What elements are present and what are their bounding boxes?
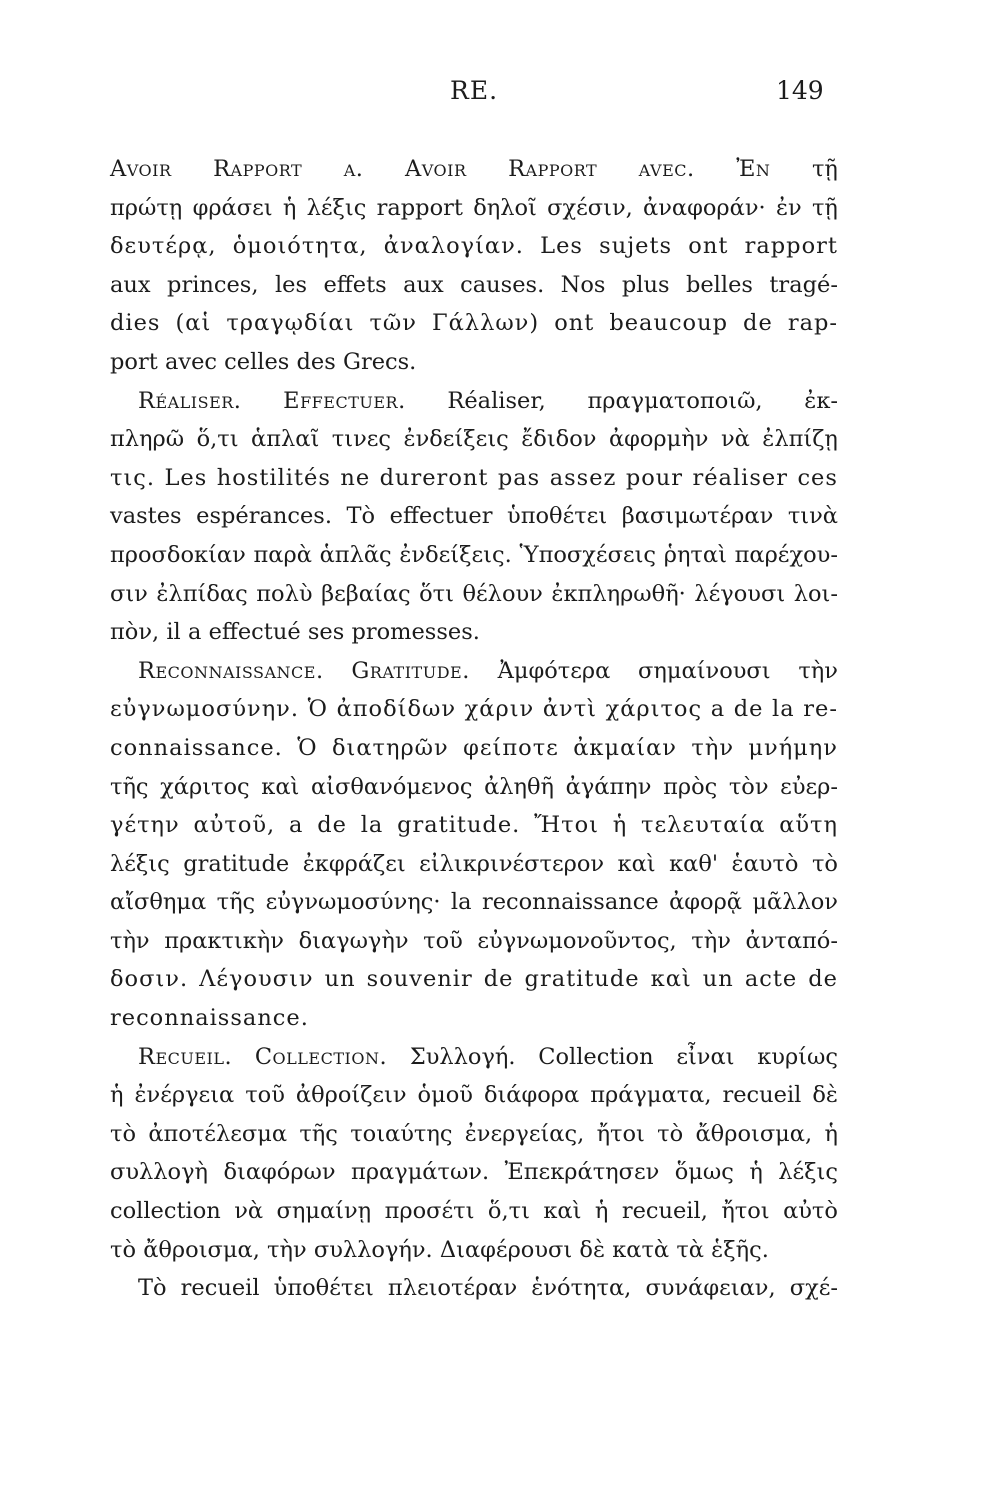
text-line-6: port avec celles des Grecs.	[110, 348, 417, 375]
text-line-22: δοσιν. Λέγουσιν un souvenir de gratitude καὶ un acte de	[110, 966, 838, 993]
text-line-19: λέξις gratitude ἐκφράζει εἰλικρινέστερον καὶ καθ' ἑαυτὸ τὸ	[110, 850, 838, 877]
text-line-7: Réaliser. Effectuer. Réaliser, πραγματοποιῶ, ἐκ-	[138, 387, 838, 414]
text-line-12: σιν ἐλπίδας πολὺ βεβαίας ὅτι θέλουν ἐκπληρωθῆ· λέγουσι λοι-	[110, 580, 838, 607]
text-line-2: πρώτῃ φράσει ἡ λέξις rapport δηλοῖ σχέσιν, ἀναφοράν· ἐν τῇ	[110, 194, 838, 221]
text-line-4: aux princes, les effets aux causes. Nos plus belles tragé-	[110, 271, 838, 298]
text-line-29: τὸ ἄθροισμα, τὴν συλλογήν. Διαφέρουσι δὲ κατὰ τὰ ἑξῆς.	[110, 1236, 769, 1263]
text-line-30: Τὸ recueil ὑποθέτει πλειοτέραν ἑνότητα, συνάφειαν, σχέ-	[138, 1275, 838, 1302]
running-head	[0, 76, 986, 116]
body-text	[110, 150, 838, 1308]
text-line-10: vastes espérances. Τὸ effectuer ὑποθέτει βασιμωτέραν τινὰ	[110, 503, 838, 530]
text-line-13: πὸν, il a effectué ses promesses.	[110, 619, 480, 646]
text-line-21: τὴν πρακτικὴν διαγωγὴν τοῦ εὐγνωμονοῦντος, τὴν ἀνταπό-	[110, 927, 838, 954]
text-line-8: πληρῶ ὅ,τι ἁπλαῖ τινες ἐνδείξεις ἔδιδον ἀφορμὴν νὰ ἐλπίζῃ	[110, 426, 838, 453]
text-line-1: Avoir Rapport a. Avoir Rapport avec. Ἐν τῇ	[110, 156, 838, 182]
text-line-11: προσδοκίαν παρὰ ἁπλᾶς ἐνδείξεις. Ὑποσχέσεις ῥηταὶ παρέχου-	[110, 541, 838, 568]
text-line-17: τῆς χάριτος καὶ αἰσθανόμενος ἀληθῆ ἀγάπην πρὸς τὸν εὐερ-	[110, 773, 838, 800]
text-line-9: τις. Les hostilités ne dureront pas assez pour réaliser ces	[110, 464, 838, 491]
text-line-25: ἡ ἐνέργεια τοῦ ἀθροίζειν ὁμοῦ διάφορα πράγματα, recueil δὲ	[110, 1082, 838, 1109]
running-title: RE.	[450, 76, 499, 105]
text-line-14: Reconnaissance. Gratitude. Ἀμφότερα σημαίνουσι τὴν	[138, 657, 838, 684]
text-line-16: connaissance. Ὁ διατηρῶν φείποτε ἀκμαίαν τὴν μνήμην	[110, 734, 838, 761]
text-line-15: εὐγνωμοσύνην. Ὁ ἀποδίδων χάριν ἀντὶ χάριτος a de la re-	[110, 696, 838, 723]
text-line-5: dies (αἱ τραγῳδίαι τῶν Γάλλων) ont beaucoup de rap-	[110, 310, 838, 337]
text-line-27: συλλογὴ διαφόρων πραγμάτων. Ἐπεκράτησεν ὅμως ἡ λέξις	[110, 1159, 838, 1186]
text-line-20: αἴσθημα τῆς εὐγνωμοσύνης· la reconnaissance ἀφορᾷ μᾶλλον	[110, 889, 838, 916]
text-line-3: δευτέρᾳ, ὁμοιότητα, ἀναλογίαν. Les sujets ont rapport	[110, 233, 838, 260]
text-line-23: reconnaissance.	[110, 1005, 309, 1032]
text-line-28: collection νὰ σημαίνῃ προσέτι ὅ,τι καὶ ἡ recueil, ἤτοι αὐτὸ	[110, 1198, 838, 1225]
text-line-24: Recueil. Collection. Συλλογή. Collection εἶναι κυρίως	[138, 1043, 838, 1070]
page-number: 149	[776, 76, 824, 105]
text-line-26: τὸ ἀποτέλεσμα τῆς τοιαύτης ἐνεργείας, ἤτοι τὸ ἄθροισμα, ἡ	[110, 1120, 838, 1147]
text-line-18: γέτην αὐτοῦ, a de la gratitude. Ἤτοι ἡ τελευταία αὕτη	[110, 812, 838, 839]
